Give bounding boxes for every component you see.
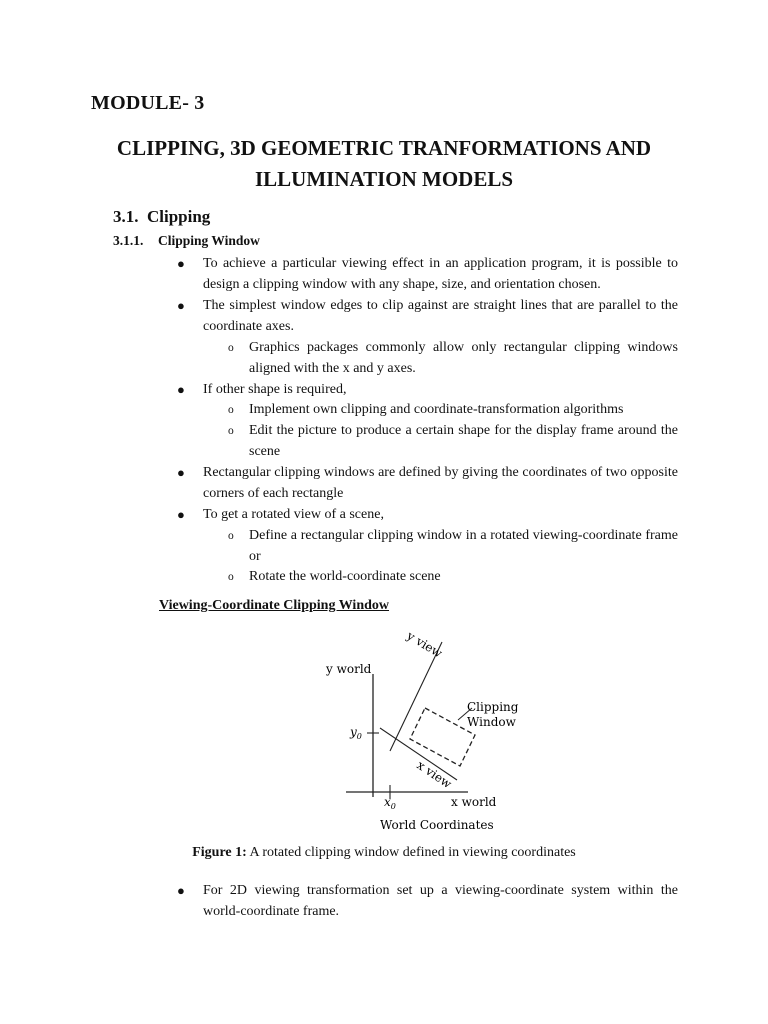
section-title: Clipping [147,207,211,226]
x0-label: $x_0$ [384,795,396,811]
sub-bullet-item [228,337,678,379]
bullet-dot-icon: ● [177,382,185,397]
section-heading [113,207,210,227]
subsection-number: 3.1.1. [113,233,144,248]
bullet-dot-icon: ● [177,465,185,480]
sub-bullet-text: Graphics packages commonly allow only rectangular clipping windows aligned with the x and y axes. [249,340,678,376]
y0-label: $y_0$ [350,725,362,741]
bullet-text: To get a rotated view of a scene, [203,507,384,522]
sub-bullet-text: Edit the picture to produce a certain shape for the display frame around the scene [249,423,678,459]
figure-caption [0,845,768,861]
clipping-label: Clipping [467,700,519,714]
chapter-title-line2: ILLUMINATION MODELS [254,167,514,191]
bullet-item [177,253,678,295]
bullet-dot-icon: ● [177,507,185,522]
sub-bullet-text: Define a rectangular clipping window in a rotated viewing-coordinate frame or [249,528,678,564]
sub-bullet-item [228,566,678,587]
bullet-text: For 2D viewing transformation set up a viewing-coordinate system within the world-coordinate frame. [203,883,678,919]
bullet-text: The simplest window edges to clip against are straight lines that are parallel to the coordinate axes. [203,298,678,334]
bullet-text: Rectangular clipping windows are defined by giving the coordinates of two opposite corners of each rectangle [203,465,678,501]
sub-bullet-item [228,420,678,462]
caption-label: Figure 1: [192,845,247,860]
window-label: Window [467,715,516,729]
hollow-bullet-icon: o [228,425,234,437]
viewing-coordinate-diagram [300,625,519,837]
module-heading: MODULE- 3 [91,92,205,114]
bullet-dot-icon: ● [177,298,185,313]
hollow-bullet-icon: o [228,571,234,583]
x-view-label: x view [414,757,455,792]
bullet-item [177,379,678,400]
bullet-item [177,462,678,504]
bullet-text: If other shape is required, [203,382,347,397]
subsection-heading [113,233,260,249]
sub-bullet-item [228,525,678,567]
figure-heading: Viewing-Coordinate Clipping Window [159,598,390,613]
clipping-window-rect [410,708,475,766]
bullet-text: To achieve a particular viewing effect in an application program, it is possible to design a clipping window with any shape, size, and orientation chosen. [203,256,678,292]
bullet-dot-icon: ● [177,883,185,898]
caption-text: A rotated clipping window defined in viewing coordinates [246,845,576,860]
y-view-label: y view [404,628,445,661]
bullet-item [177,880,678,922]
hollow-bullet-icon: o [228,404,234,416]
bullet-item [177,504,678,525]
world-coordinates-label: World Coordinates [380,818,494,832]
section-number: 3.1. [113,207,139,226]
hollow-bullet-icon: o [228,342,234,354]
sub-bullet-text: Implement own clipping and coordinate-transformation algorithms [249,402,624,417]
y-world-label: y world [326,662,372,676]
sub-bullet-text: Rotate the world-coordinate scene [249,569,441,584]
hollow-bullet-icon: o [228,530,234,542]
sub-bullet-item [228,399,678,420]
chapter-title-line1: CLIPPING, 3D GEOMETRIC TRANFORMATIONS AND [116,136,652,160]
bullet-item [177,295,678,337]
bullet-dot-icon: ● [177,256,185,271]
subsection-title: Clipping Window [158,233,260,248]
x-world-label: x world [451,795,497,809]
